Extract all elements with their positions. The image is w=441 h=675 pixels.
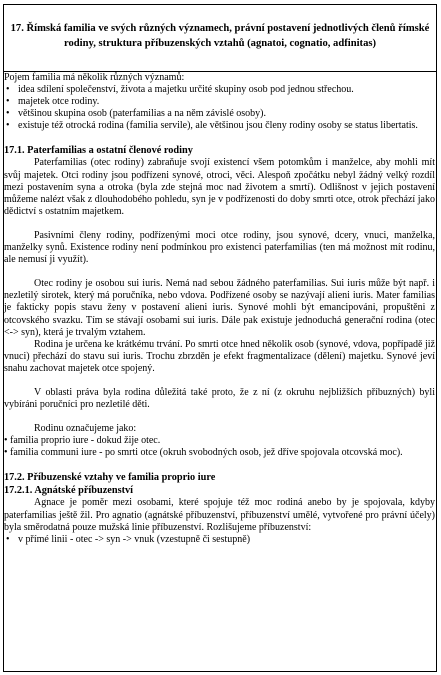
subsection-heading-17-2-1: 17.2.1. Agnátské příbuzenství [4, 485, 134, 497]
list-item: • v přímé linii - otec -> syn -> vnuk (vzestupně či sestupně) [4, 534, 435, 546]
list-item: • většinou skupina osob (paterfamilias a na něm závislé osoby). [4, 108, 435, 120]
paragraph: V oblasti práva byla rodina důležitá také proto, že z ní (z okruhu nejbližších příbuzných) byli vybíráni poručníci pro nezletilé děti. [4, 386, 435, 411]
paragraph: Paterfamilias (otec rodiny) zabraňuje svojí existencí všem potomkům i manželce, aby mohli mít svůj majetek. Otci rodiny jsou podřízeni synové, otroci, věci. Alespoň zpočátku nebyl žádný velký rozdíl mezi postavením syna a otroka (byla zde stejná moc nad životem a smrtí). Odlišnost v jejich postavení můžeme nalézt však z dlouhodobého pohledu, syn je v podřízenosti do doby smrti otce, otrok přechází jako dědictví s ostatním majetkem. [4, 157, 435, 217]
spacer [4, 218, 435, 230]
list-item: • majetek otce rodiny. [4, 96, 435, 108]
list-item: • idea sdílení společenství, života a majetku určité skupiny osob pod jednou střechou. [4, 84, 435, 96]
list-item: • familia communi iure - po smrti otce (okruh svobodných osob, jež dříve spojovala otcovská moc). [4, 447, 403, 459]
section-heading-17-1: 17.1. Paterfamilias a ostatní členové rodiny [4, 145, 193, 157]
intro-lead: Pojem familia má několik různých významů: [4, 72, 185, 83]
document-body [3, 72, 437, 672]
section-heading-17-2: 17.2. Příbuzenské vztahy ve familia proprio iure [4, 472, 216, 484]
spacer [4, 375, 435, 387]
paragraph: Agnace je poměr mezi osobami, které spojuje též moc rodiná anebo by je spojovala, kdyby paterfamilias ještě žil. Pro agnatio (agnátské příbuzenství, příbuzenství umělé, vytvořené pro právní účely) byla směrodatná pouze mužská linie příbuzenství. Rozlišujeme příbuzenství: [4, 497, 435, 533]
paragraph: Otec rodiny je osobou sui iuris. Nemá nad sebou žádného paterfamilias. Sui iuris může být např. i nezletilý sirotek, který má poručníka, nebo vdova. Podřízené osoby se nazývají alieni iuris. Mater familias je fakticky popis stavu ženy v postavení alieni iuris. Synové mohli být emancipováni, propuštěni z otcovského svazku. Tím se stávají osobami sui iuris. Dále pak existuje jednoduchá generační rodina (otec <-> syn), která je trvalým vztahem. [4, 278, 435, 338]
paragraph: Rodinu označujeme jako: [34, 423, 137, 435]
title-box [3, 4, 437, 72]
page-title: 17. Římská familia ve svých různých významech, právní postavení jednotlivých členů římské rodiny, struktura příbuzenských vztahů (agnatoi, cognatio, adfinitas) [10, 23, 430, 50]
relation-list [4, 534, 435, 546]
spacer [4, 266, 435, 278]
list-item: • existuje též otrocká rodina (familia servile), ale většinou jsou členy rodiny osoby se status libertatis. [4, 120, 435, 132]
spacer [4, 459, 435, 471]
paragraph: Pasivními členy rodiny, podřízenými moci otce rodiny, jsou synové, dcery, vnuci, manželka, manželky synů. Existence rodiny není podmínkou pro existenci paterfamilias (ten má možnost mít rodinu, ale nemusí ji využít). [4, 229, 435, 266]
spacer [4, 132, 435, 144]
intro-list [4, 84, 435, 132]
content [4, 72, 435, 546]
list-item: • familia proprio iure - dokud žije otec. [4, 435, 161, 447]
paragraph: Rodina je určena ke krátkému trvání. Po smrti otce hned několik osob (synové, vdova, popřípadě již vnuci) přechází do stavu sui iuris. Trochu zbrzděn je efekt fragmentalizace (dělení) majetku. Synové jeví snahu zachovat majetek otce spojený. [4, 338, 435, 374]
spacer [4, 411, 435, 423]
